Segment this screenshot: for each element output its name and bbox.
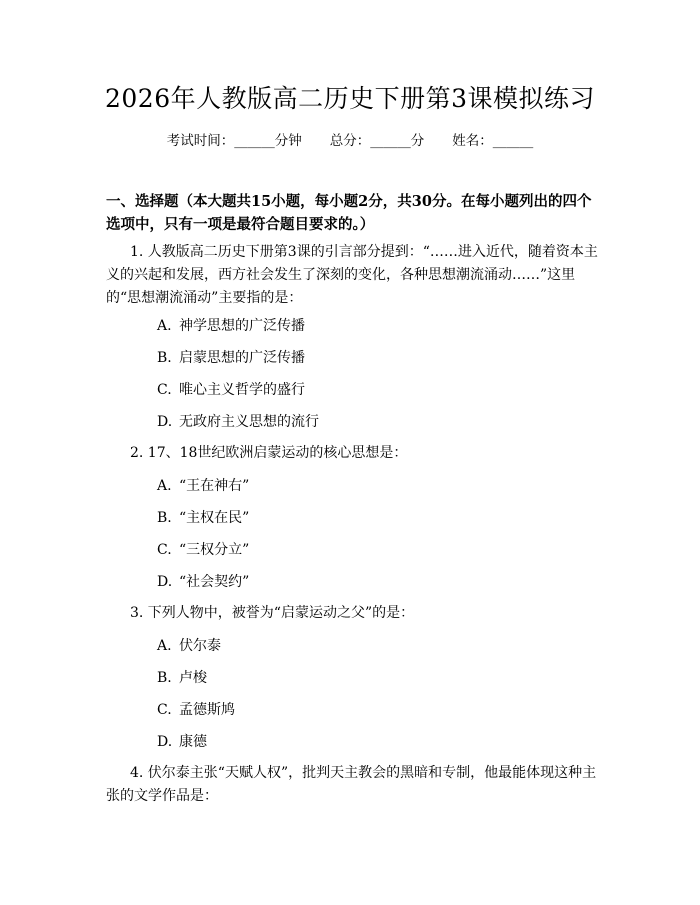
option-item [157, 732, 207, 752]
option-text: “三权分立” [179, 542, 250, 558]
question-stem: 1. 人教版高二历史下册第3课的引言部分提到：“……进入近代，随着资本主义的兴起和发展，西方社会发生了深刻的变化，各种思想潮流涌动……”这里的“思想潮流涌动”主要指的是： [106, 244, 598, 306]
option-item [157, 540, 249, 560]
option-item [157, 348, 305, 368]
question-stem: 4. 伏尔泰主张“天赋人权”，批判天主教会的黑暗和专制，他最能体现这种主张的文学作品是： [106, 765, 597, 804]
page-title: 2026年人教版高二历史下册第3课模拟练习 [104, 84, 596, 113]
option-item [157, 636, 221, 656]
option-letter: C. [157, 542, 172, 558]
option-item [157, 380, 305, 400]
option-letter: A. [157, 638, 172, 654]
option-letter: B. [157, 670, 172, 686]
option-item [157, 316, 305, 336]
option-text: “社会契约” [179, 574, 250, 590]
option-item [157, 508, 249, 528]
option-text: 卢梭 [179, 670, 207, 686]
option-text: 康德 [179, 734, 207, 750]
option-item [157, 412, 319, 432]
section-heading: 一、选择题（本大题共15小题，每小题2分，共30分。在每小题列出的四个选项中，只有一项是最符合题目要求的。） [106, 193, 592, 233]
exam-time-field: 考试时间：______分钟 [166, 133, 302, 149]
total-score-field: 总分：______分 [329, 133, 425, 149]
option-text: 启蒙思想的广泛传播 [179, 350, 305, 366]
question-stem: 3. 下列人物中，被誉为“启蒙运动之父”的是： [130, 605, 415, 621]
option-text: 神学思想的广泛传播 [179, 318, 305, 334]
option-item [157, 476, 249, 496]
option-letter: D. [157, 574, 173, 590]
option-text: 伏尔泰 [179, 638, 221, 654]
option-letter: B. [157, 350, 172, 366]
option-text: 孟德斯鸠 [179, 702, 235, 718]
question-stem: 2. 17、18世纪欧洲启蒙运动的核心思想是： [130, 445, 408, 461]
option-item [157, 572, 249, 592]
name-field: 姓名：______ [452, 133, 534, 149]
option-text: “王在神右” [179, 478, 250, 494]
option-letter: A. [157, 478, 172, 494]
option-text: 无政府主义思想的流行 [179, 414, 319, 430]
option-letter: C. [157, 382, 172, 398]
exam-meta [0, 131, 700, 151]
option-text: 唯心主义哲学的盛行 [179, 382, 305, 398]
option-letter: A. [157, 318, 172, 334]
option-text: “主权在民” [179, 510, 250, 526]
option-letter: B. [157, 510, 172, 526]
option-letter: D. [157, 734, 173, 750]
option-item [157, 668, 207, 688]
option-item [157, 700, 235, 720]
option-letter: C. [157, 702, 172, 718]
option-letter: D. [157, 414, 173, 430]
